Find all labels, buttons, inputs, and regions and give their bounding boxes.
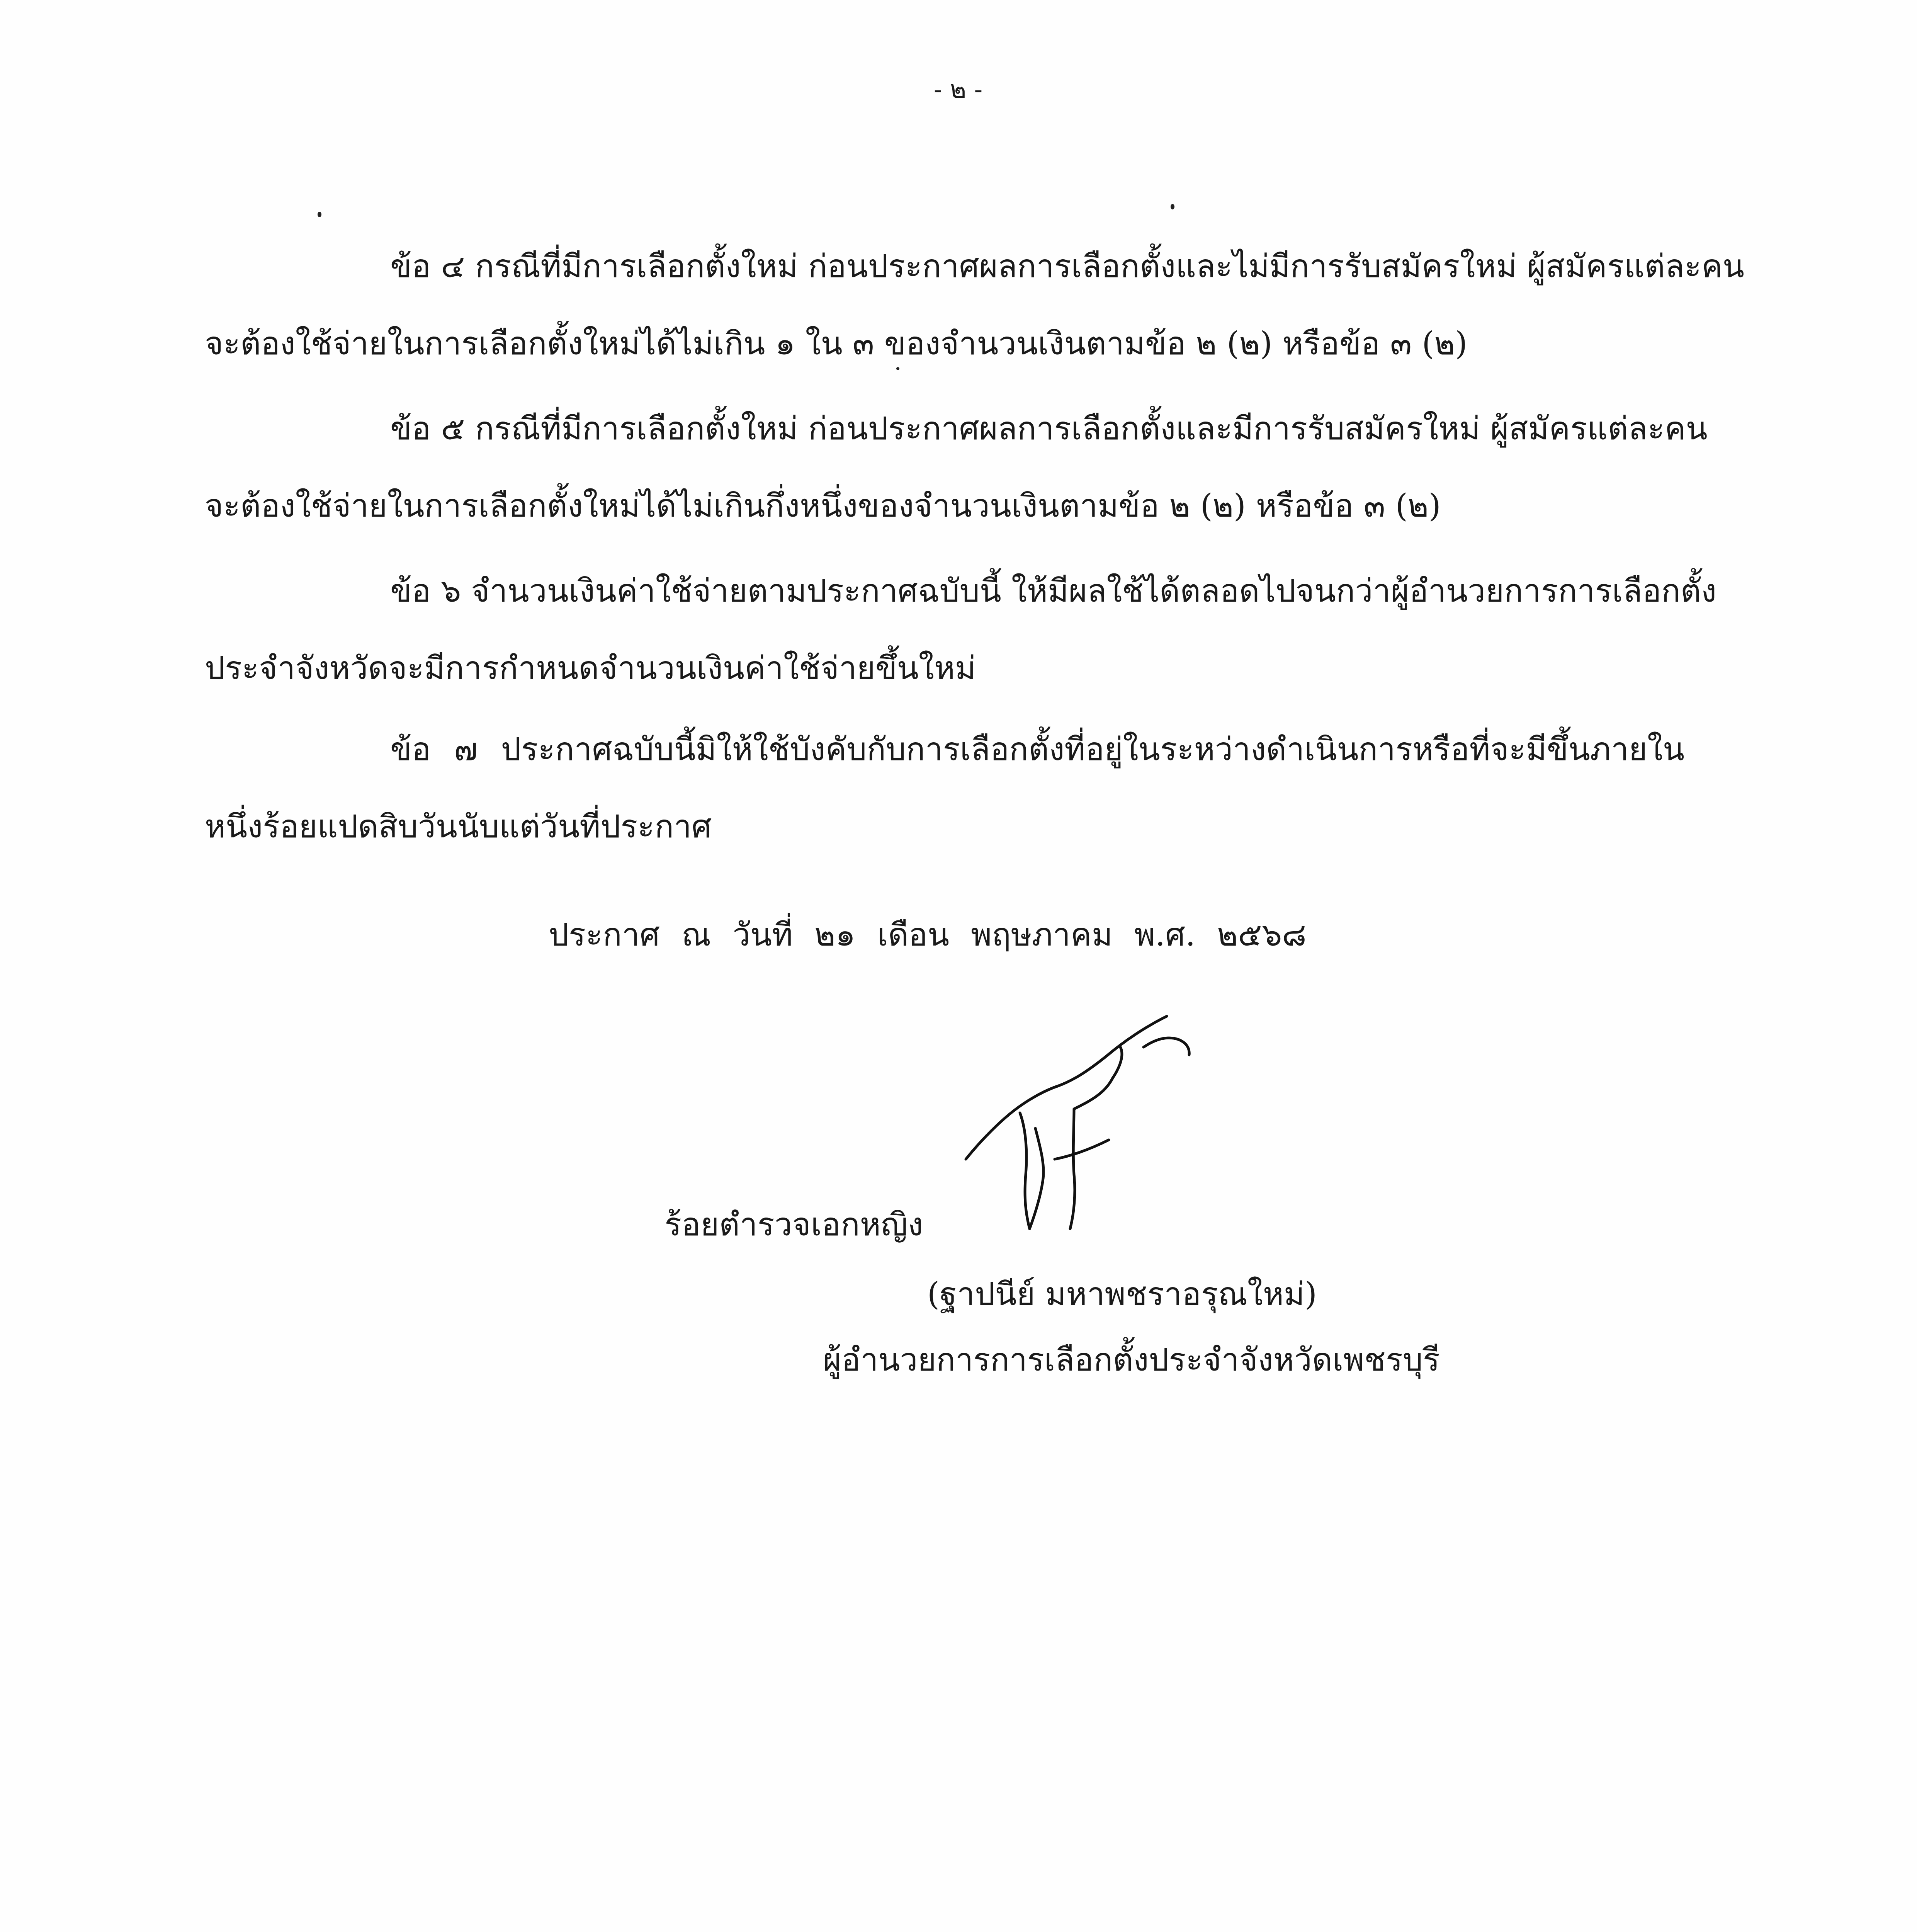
clause-7: [205, 711, 1684, 866]
clause-4: [205, 228, 1744, 383]
clause-7-line-1: ข้อ ๗ ประกาศฉบับนี้มิให้ใช้บังคับกับการเลือกตั้งที่อยู่ในระหว่างดำเนินการหรือที่จะมีขึ้นภายใน: [390, 731, 1684, 768]
clause-5-line-2: จะต้องใช้จ่ายในการเลือกตั้งใหม่ได้ไม่เกินกึ่งหนึ่งของจำนวนเงินตามข้อ ๒ (๒) หรือข้อ ๓ (๒): [205, 488, 1441, 524]
clause-6-line-1: ข้อ ๖ จำนวนเงินค่าใช้จ่ายตามประกาศฉบับนี้ ให้มีผลใช้ได้ตลอดไปจนกว่าผู้อำนวยการการเลือกตั้ง: [390, 573, 1717, 609]
clause-7-line-2: หนึ่งร้อยแปดสิบวันนับแต่วันที่ประกาศ: [205, 808, 712, 845]
scan-speck: [1171, 204, 1174, 209]
clause-5-line-1: ข้อ ๕ กรณีที่มีการเลือกตั้งใหม่ ก่อนประกาศผลการเลือกตั้งและมีการรับสมัครใหม่ ผู้สมัครแต่ละคน: [390, 410, 1708, 447]
handwritten-signature: [958, 1012, 1252, 1252]
clause-4-line-2: จะต้องใช้จ่ายในการเลือกตั้งใหม่ได้ไม่เกิน ๑ ใน ๓ ของจำนวนเงินตามข้อ ๒ (๒) หรือข้อ ๓ (๒): [205, 325, 1468, 362]
announcement-date: ประกาศ ณ วันที่ ๒๑ เดือน พฤษภาคม พ.ศ. ๒๕๖๘: [549, 917, 1307, 953]
clause-4-line-1: ข้อ ๔ กรณีที่มีการเลือกตั้งใหม่ ก่อนประกาศผลการเลือกตั้งและไม่มีการรับสมัครใหม่ ผู้สมัครแต่ละคน: [390, 248, 1744, 285]
clause-5: [205, 390, 1708, 545]
page-number: - ๒ -: [933, 75, 983, 104]
signer-position: ผู้อำนวยการการเลือกตั้งประจำจังหวัดเพชรบุรี: [823, 1342, 1440, 1378]
clause-6: [205, 553, 1717, 707]
scan-speck: [896, 367, 899, 370]
signer-name: (ฐาปนีย์ มหาพชราอรุณใหม่): [927, 1276, 1317, 1313]
signer-rank: ร้อยตำรวจเอกหญิง: [664, 1206, 923, 1243]
scan-speck: [318, 212, 321, 217]
clause-6-line-2: ประจำจังหวัดจะมีการกำหนดจำนวนเงินค่าใช้จ่ายขึ้นใหม่: [205, 650, 976, 687]
